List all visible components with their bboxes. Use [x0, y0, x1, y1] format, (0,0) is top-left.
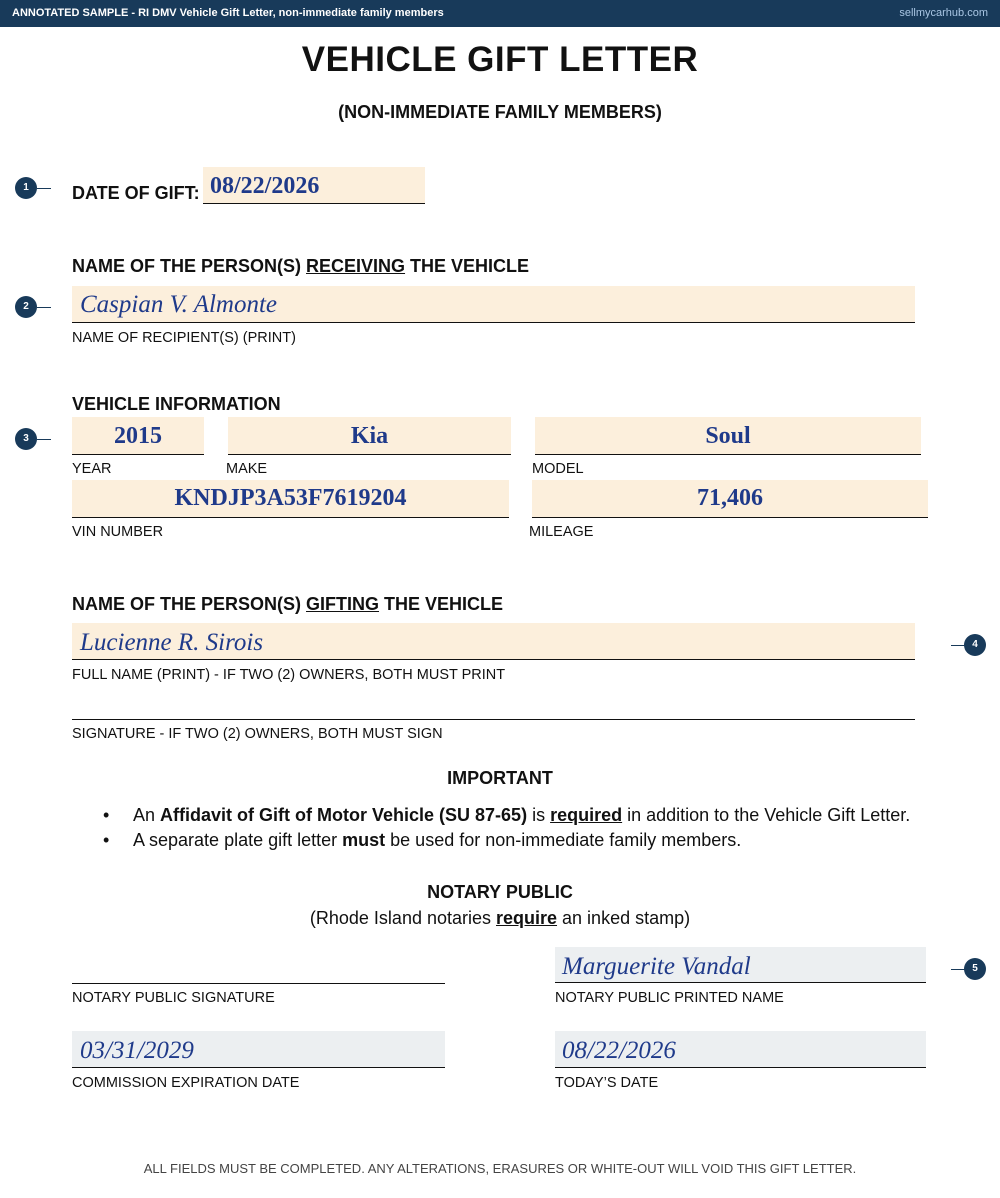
annotation-tick	[37, 307, 51, 308]
gifter-signature-line[interactable]	[72, 702, 915, 720]
mileage-value: 71,406	[697, 485, 763, 511]
annotation-marker-2: 2	[15, 296, 37, 318]
document-title: VEHICLE GIFT LETTER	[301, 40, 699, 79]
date-of-gift-value: 08/22/2026	[210, 173, 320, 199]
annotation-tick	[37, 188, 51, 189]
gifter-signature-caption: SIGNATURE - IF TWO (2) OWNERS, BOTH MUST SIGN	[72, 726, 443, 742]
annotation-tick	[951, 969, 965, 970]
date-of-gift-label: DATE OF GIFT:	[72, 183, 200, 203]
make-value: Kia	[350, 423, 389, 449]
commission-expiration-value: 03/31/2029	[80, 1037, 194, 1064]
annotation-marker-1: 1	[15, 177, 37, 199]
vin-value: KNDJP3A53F7619204	[174, 485, 407, 511]
annotation-marker-3: 3	[15, 428, 37, 450]
notary-printed-name-value: Marguerite Vandal	[562, 953, 751, 980]
recipient-name-value: Caspian V. Almonte	[80, 291, 278, 318]
gifter-heading: NAME OF THE PERSON(S) GIFTING THE VEHICLE	[72, 594, 504, 614]
notary-subheading: (Rhode Island notaries require an inked stamp)	[309, 908, 691, 928]
todays-date-value: 08/22/2026	[562, 1037, 676, 1064]
important-bullet-2: • A separate plate gift letter must be used for non-immediate family members.	[103, 830, 742, 850]
recipient-heading: NAME OF THE PERSON(S) RECEIVING THE VEHICLE	[72, 256, 530, 276]
important-heading: IMPORTANT	[447, 768, 553, 788]
recipient-caption: NAME OF RECIPIENT(S) (PRINT)	[72, 330, 296, 346]
notary-signature-line[interactable]	[72, 966, 445, 984]
mileage-label: MILEAGE	[529, 524, 594, 540]
year-label: YEAR	[72, 461, 112, 477]
notary-printed-name-label: NOTARY PUBLIC PRINTED NAME	[555, 990, 784, 1006]
notary-heading: NOTARY PUBLIC	[427, 882, 573, 902]
vehicle-info-heading: VEHICLE INFORMATION	[72, 394, 281, 414]
gifter-name-value: Lucienne R. Sirois	[80, 629, 264, 656]
annotation-marker-4: 4	[964, 634, 986, 656]
year-value: 2015	[114, 423, 162, 449]
gifter-caption: FULL NAME (PRINT) - IF TWO (2) OWNERS, BOTH MUST PRINT	[72, 667, 506, 683]
annotation-marker-5: 5	[964, 958, 986, 980]
footer-notice: ALL FIELDS MUST BE COMPLETED. ANY ALTERATIONS, ERASURES OR WHITE-OUT WILL VOID THIS GIFT LETTER.	[143, 1161, 857, 1176]
annotation-header-bar	[0, 0, 1000, 27]
vin-label: VIN NUMBER	[72, 524, 164, 540]
important-bullet-1: • An Affidavit of Gift of Motor Vehicle (SU 87-65) is required in addition to the Vehicle Gift Letter.	[103, 805, 911, 825]
document-subtitle: (NON-IMMEDIATE FAMILY MEMBERS)	[338, 102, 662, 122]
todays-date-label: TODAY’S DATE	[555, 1075, 659, 1091]
header-site[interactable]: sellmycarhub.com	[899, 7, 988, 19]
commission-expiration-label: COMMISSION EXPIRATION DATE	[72, 1075, 300, 1091]
header-title: ANNOTATED SAMPLE - RI DMV Vehicle Gift Letter, non-immediate family members	[12, 7, 444, 19]
annotation-tick	[951, 645, 965, 646]
annotation-tick	[37, 439, 51, 440]
make-label: MAKE	[226, 461, 268, 477]
model-label: MODEL	[532, 461, 584, 477]
model-value: Soul	[705, 423, 751, 449]
notary-signature-label: NOTARY PUBLIC SIGNATURE	[72, 990, 275, 1006]
